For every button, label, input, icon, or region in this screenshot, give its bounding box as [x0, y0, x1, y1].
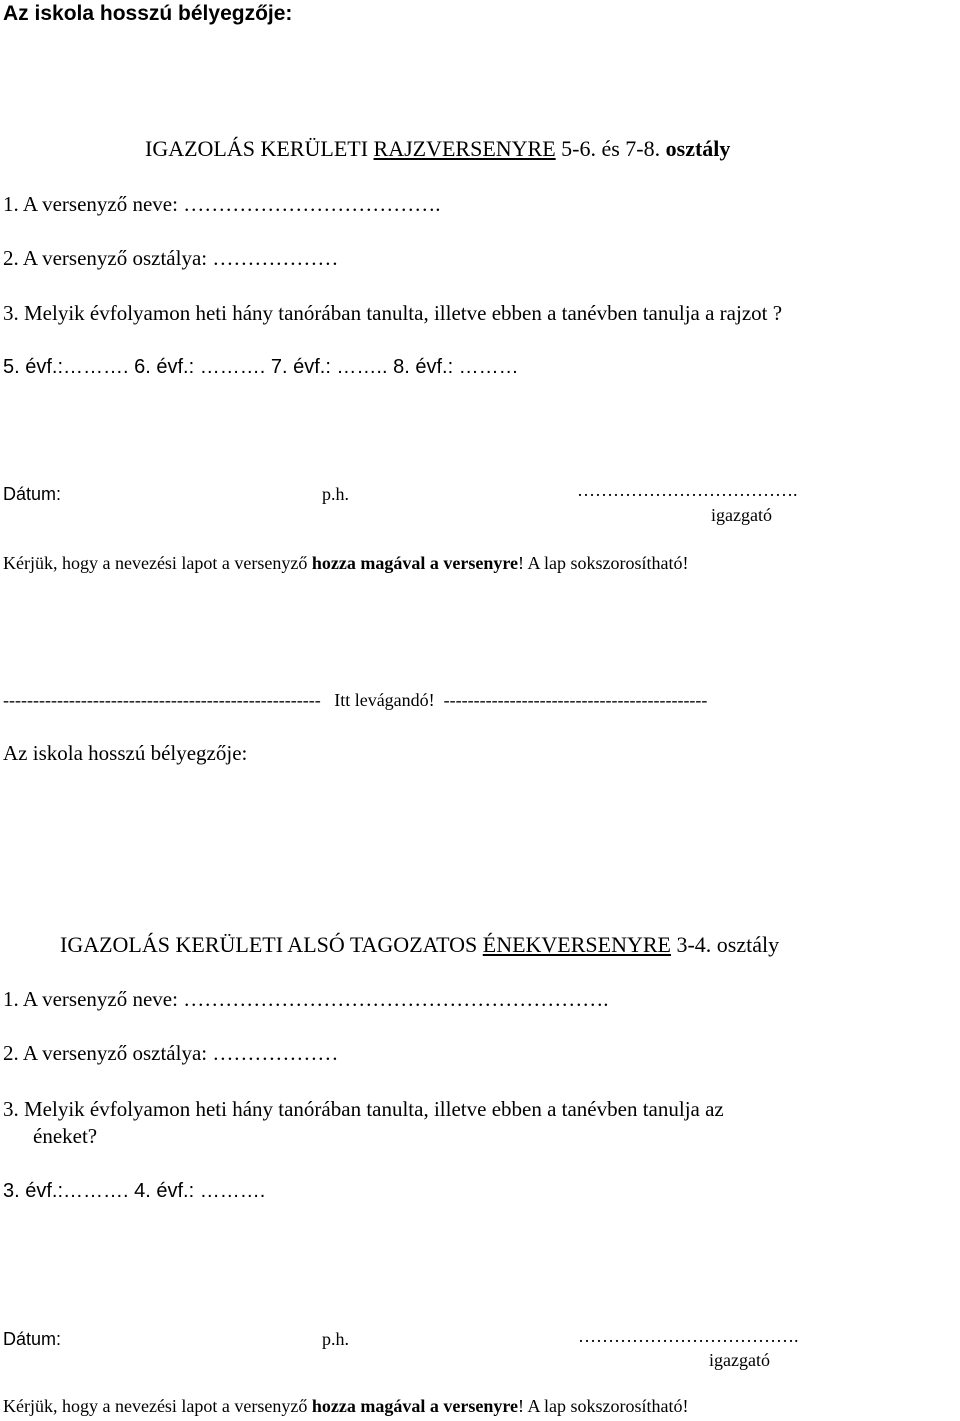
form1-note-b: ! A lap sokszorosítható!	[518, 553, 689, 573]
cut-line	[3, 690, 707, 711]
form1-q2-label: 2. A versenyző osztálya:	[3, 246, 213, 270]
cut-line-right: --------------------------------------------	[443, 690, 708, 710]
form2-grades: 3. évf.:………. 4. évf.: ……….	[3, 1180, 266, 1202]
form1-title-bold: osztály	[665, 136, 731, 161]
form2-note	[3, 1396, 689, 1417]
form2-title-underlined: ÉNEKVERSENYRE	[482, 932, 671, 957]
form2-q2	[3, 1041, 338, 1066]
form2-stamp-label: Az iskola hosszú bélyegzője:	[3, 741, 248, 765]
form2-note-a: Kérjük, hogy a nevezési lapot a versenyző	[3, 1396, 312, 1416]
form2-date-label: Dátum:	[3, 1329, 62, 1349]
form1-title-part2: 5-6. és 7-8.	[555, 136, 666, 161]
form2-q1-label: 1. A versenyző neve:	[3, 987, 184, 1011]
form1-note	[3, 553, 689, 574]
form2-q2-fill: ………………	[212, 1041, 339, 1065]
form1-date-label: Dátum:	[3, 484, 62, 504]
form1-q1-label: 1. A versenyző neve:	[3, 192, 184, 216]
form2-sign-label: igazgató	[709, 1350, 770, 1370]
form2-q2-label: 2. A versenyző osztálya:	[3, 1041, 213, 1065]
form1-note-a: Kérjük, hogy a nevezési lapot a versenyző	[3, 553, 312, 573]
form1-sign-label: igazgató	[711, 505, 772, 525]
form2-ph: p.h.	[322, 1329, 349, 1349]
form1-q2-fill: ………………	[212, 246, 339, 270]
form2-note-b: ! A lap sokszorosítható!	[518, 1396, 689, 1416]
cut-line-left: -----------------------------------------------------	[3, 690, 321, 710]
form1-q1-fill: ……………………………….	[183, 192, 441, 216]
form1-ph: p.h.	[322, 484, 349, 504]
form2-q1-fill: …………………………………………………….	[183, 987, 609, 1011]
form1-note-bold: hozza magával a versenyre	[311, 553, 519, 573]
form1-stamp-label: Az iskola hosszú bélyegzője:	[3, 2, 293, 25]
form2-q3-line2: éneket?	[33, 1124, 98, 1148]
form1-grades: 5. évf.:………. 6. évf.: ………. 7. évf.: …….. 8. évf.: ………	[3, 356, 519, 378]
form1-title	[145, 136, 730, 162]
form2-q1	[3, 987, 608, 1012]
form2-note-bold: hozza magával a versenyre	[311, 1396, 519, 1416]
form1-q1	[3, 192, 440, 217]
form2-sign-fill: ……………………………….	[578, 1326, 799, 1346]
form1-sign-fill: ……………………………….	[577, 480, 798, 500]
form1-title-underlined: RAJZVERSENYRE	[373, 136, 556, 161]
form1-q2	[3, 246, 338, 271]
form1-q3: 3. Melyik évfolyamon heti hány tanórában tanulta, illetve ebben a tanévben tanulja a rajzot ?	[3, 301, 783, 325]
form1-title-part1: IGAZOLÁS KERÜLETI	[145, 136, 374, 161]
form2-title-part1: IGAZOLÁS KERÜLETI ALSÓ TAGOZATOS	[60, 932, 483, 957]
form2-q3-line1: 3. Melyik évfolyamon heti hány tanórában tanulta, illetve ebben a tanévben tanulja az	[3, 1097, 724, 1121]
form2-title-part2: 3-4. osztály	[670, 932, 780, 957]
cut-line-label: Itt levágandó!	[334, 690, 435, 710]
form2-title	[60, 932, 779, 958]
